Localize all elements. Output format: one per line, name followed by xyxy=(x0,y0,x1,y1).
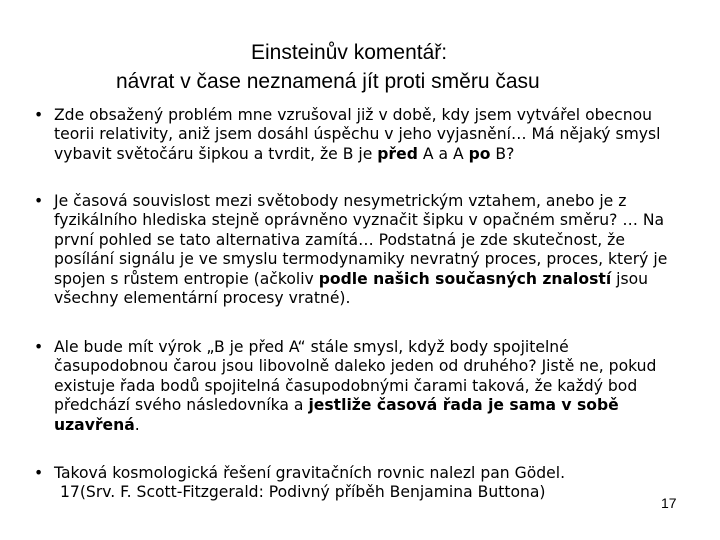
text-run: Ale bude mít výrok „B je před A“ stále smysl, když body spojitelné časupodobnou čarou jsou libovolně daleko jeden od druhého? Jistě ne, pokud existuje řada bodů spojitelná časupodobnými čarami taková, že každý bod předchází svého následovníka a xyxy=(54,338,657,415)
text-run: Zde obsažený problém mne vzrušoval již v době, kdy jsem vytvářel obecnou teorii relativity, aniž jsem dosáhl úspěchu v jeho vyjasnění… Má nějaký smysl vybavit světočáru šipkou a tvrdit, že B je xyxy=(54,106,661,163)
text-run: A a A xyxy=(417,144,469,163)
page-number: 17 xyxy=(661,495,677,511)
bold-text-run: podle našich současných znalostí xyxy=(318,269,612,288)
bullet-item-3 xyxy=(32,338,682,435)
title-line-2: návrat v čase neznamená jít proti směru času xyxy=(116,70,540,93)
text-run: jsou všechny elementární procesy vratné). xyxy=(54,269,649,308)
bullet-text xyxy=(54,192,682,308)
bullet-item-4 xyxy=(32,464,682,503)
text-run: Taková kosmologická řešení gravitačních rovnic nalezl pan Gödel. xyxy=(54,464,566,482)
text-run: Je časová souvislost mezi světobody nesymetrickým vztahem, anebo je z fyzikálního hlediska stejně oprávněno vyznačit šipku v opačném směru? … Na první pohled se tato alternativa zamítá… Podstatná je zde skutečnost, že posílání signálu je ve smyslu termodynamiky nevratný proces, proces, který je spojen s růstem entropie (ačkoliv xyxy=(54,192,668,288)
bullet-marker: • xyxy=(34,338,44,356)
bullet-text xyxy=(54,106,682,164)
title-line-1: Einsteinův komentář: xyxy=(251,41,448,64)
bullet-item-1 xyxy=(32,106,682,164)
text-run: . xyxy=(134,415,140,434)
bold-text-run: jestliže časová řada je sama v sobě uzavřená xyxy=(54,396,619,434)
slide-title xyxy=(0,38,720,96)
bullet-text xyxy=(54,464,682,483)
text-run: B? xyxy=(490,144,515,163)
bold-text-run: před xyxy=(377,144,418,163)
bullet-text xyxy=(54,338,682,435)
bullet-marker: • xyxy=(34,106,44,124)
bullet-item-2 xyxy=(32,192,682,308)
bold-text-run: po xyxy=(468,144,491,163)
bullet-marker: • xyxy=(34,192,44,210)
citation: 17(Srv. F. Scott-Fitzgerald: Podivný příběh Benjamina Buttona) xyxy=(60,483,546,502)
bullet-marker: • xyxy=(34,464,44,482)
